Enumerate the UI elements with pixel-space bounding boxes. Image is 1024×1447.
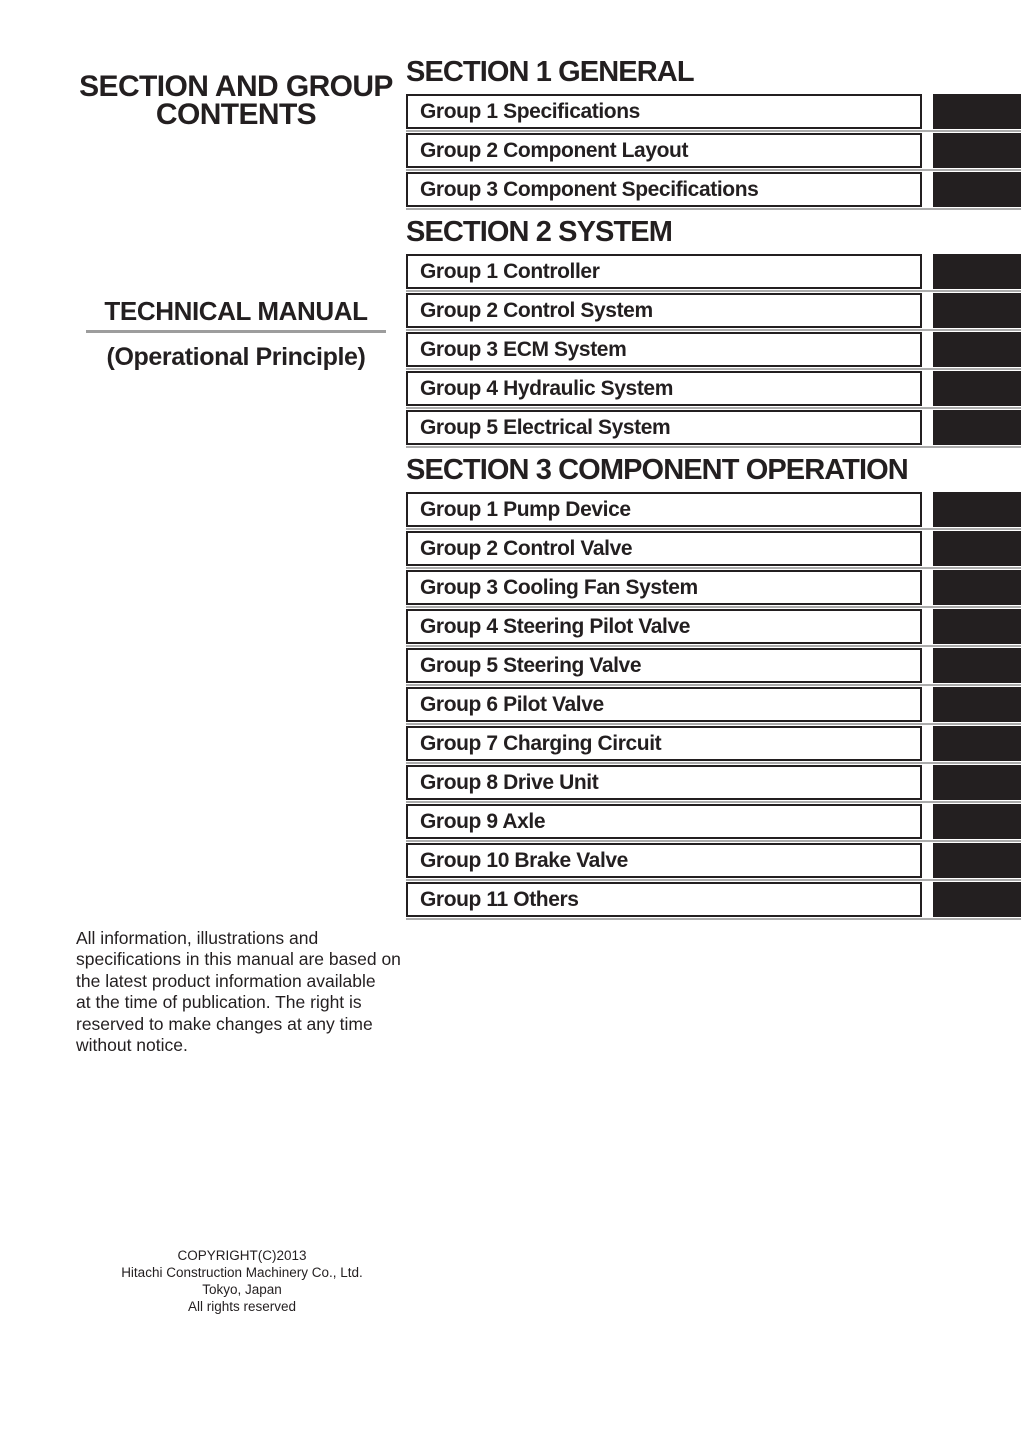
group-label: Group 5 Electrical System bbox=[420, 415, 671, 439]
group-label: Group 3 Cooling Fan System bbox=[420, 575, 698, 599]
copyright-line: All rights reserved bbox=[187, 1298, 297, 1314]
group-rows bbox=[406, 94, 1021, 207]
group-row bbox=[406, 293, 1021, 328]
thumb-tab-marker bbox=[933, 94, 1021, 129]
group-cell bbox=[406, 133, 922, 168]
group-row bbox=[406, 843, 1021, 878]
toc-section bbox=[406, 58, 1021, 207]
group-cell bbox=[406, 371, 922, 406]
group-row bbox=[406, 133, 1021, 168]
group-label: Group 3 Component Specifications bbox=[420, 177, 759, 201]
group-cell bbox=[406, 254, 922, 289]
group-cell bbox=[406, 882, 922, 917]
manual-title: TECHNICAL MANUAL bbox=[104, 295, 368, 326]
group-label: Group 5 Steering Valve bbox=[420, 653, 642, 677]
group-label: Group 2 Control System bbox=[420, 298, 653, 322]
group-cell bbox=[406, 410, 922, 445]
thumb-tab-marker bbox=[933, 531, 1021, 566]
group-label: Group 1 Pump Device bbox=[420, 497, 631, 521]
disclaimer-line: at the time of publication. The right is bbox=[76, 992, 362, 1013]
group-row bbox=[406, 410, 1021, 445]
copyright-line: Tokyo, Japan bbox=[202, 1281, 282, 1297]
group-row bbox=[406, 172, 1021, 207]
group-cell bbox=[406, 609, 922, 644]
thumb-tab-marker bbox=[933, 492, 1021, 527]
disclaimer-line: reserved to make changes at any time bbox=[76, 1013, 373, 1034]
group-label: Group 7 Charging Circuit bbox=[420, 731, 662, 755]
sections-list bbox=[406, 0, 1021, 1447]
thumb-tab-marker bbox=[933, 843, 1021, 878]
thumb-tab-marker bbox=[933, 254, 1021, 289]
copyright-line: COPYRIGHT(C)2013 bbox=[177, 1247, 307, 1263]
group-cell bbox=[406, 648, 922, 683]
group-row bbox=[406, 531, 1021, 566]
thumb-tab-marker bbox=[933, 648, 1021, 683]
disclaimer-line: the latest product information available bbox=[76, 970, 376, 991]
group-cell bbox=[406, 726, 922, 761]
group-cell bbox=[406, 293, 922, 328]
group-row bbox=[406, 804, 1021, 839]
group-label: Group 4 Hydraulic System bbox=[420, 376, 673, 400]
group-row bbox=[406, 332, 1021, 367]
thumb-tab-marker bbox=[933, 410, 1021, 445]
thumb-tab-marker bbox=[933, 804, 1021, 839]
group-cell bbox=[406, 492, 922, 527]
group-label: Group 1 Specifications bbox=[420, 99, 640, 123]
section-title: SECTION 2 SYSTEM bbox=[406, 216, 672, 248]
group-cell bbox=[406, 172, 922, 207]
group-cell bbox=[406, 332, 922, 367]
group-row bbox=[406, 254, 1021, 289]
group-row bbox=[406, 94, 1021, 129]
divider-rule bbox=[86, 330, 386, 333]
group-label: Group 2 Control Valve bbox=[420, 536, 633, 560]
disclaimer-text bbox=[66, 928, 406, 1057]
group-label: Group 8 Drive Unit bbox=[420, 770, 599, 794]
manual-subtitle: (Operational Principle) bbox=[106, 342, 366, 371]
copyright-line: Hitachi Construction Machinery Co., Ltd. bbox=[121, 1264, 363, 1280]
disclaimer-line: specifications in this manual are based on bbox=[76, 949, 401, 970]
group-rows bbox=[406, 492, 1021, 917]
section-title: SECTION 1 GENERAL bbox=[406, 56, 694, 88]
group-row bbox=[406, 570, 1021, 605]
group-cell bbox=[406, 687, 922, 722]
group-row bbox=[406, 726, 1021, 761]
group-cell bbox=[406, 94, 922, 129]
thumb-tab-marker bbox=[933, 293, 1021, 328]
group-cell bbox=[406, 804, 922, 839]
group-label: Group 10 Brake Valve bbox=[420, 848, 628, 872]
group-label: Group 3 ECM System bbox=[420, 337, 627, 361]
thumb-tab-marker bbox=[933, 172, 1021, 207]
left-column bbox=[66, 0, 406, 1447]
group-row bbox=[406, 492, 1021, 527]
group-row bbox=[406, 882, 1021, 917]
group-label: Group 1 Controller bbox=[420, 259, 600, 283]
group-label: Group 2 Component Layout bbox=[420, 138, 689, 162]
group-cell bbox=[406, 843, 922, 878]
group-label: Group 9 Axle bbox=[420, 809, 546, 833]
group-cell bbox=[406, 570, 922, 605]
thumb-tab-marker bbox=[933, 765, 1021, 800]
thumb-tab-marker bbox=[933, 133, 1021, 168]
thumb-tab-marker bbox=[933, 371, 1021, 406]
group-label: Group 4 Steering Pilot Valve bbox=[420, 614, 691, 638]
group-row bbox=[406, 687, 1021, 722]
thumb-tab-marker bbox=[933, 609, 1021, 644]
thumb-tab-marker bbox=[933, 882, 1021, 917]
group-cell bbox=[406, 531, 922, 566]
toc-section bbox=[406, 218, 1021, 445]
thumb-tab-marker bbox=[933, 332, 1021, 367]
copyright-text bbox=[66, 1247, 406, 1315]
group-label: Group 6 Pilot Valve bbox=[420, 692, 604, 716]
thumb-tab-marker bbox=[933, 687, 1021, 722]
thumb-tab-marker bbox=[933, 726, 1021, 761]
contents-title: SECTION AND GROUP CONTENTS bbox=[79, 70, 393, 131]
disclaimer-line: All information, illustrations and bbox=[76, 927, 319, 948]
group-row bbox=[406, 765, 1021, 800]
thumb-tab-marker bbox=[933, 570, 1021, 605]
section-title: SECTION 3 COMPONENT OPERATION bbox=[406, 454, 908, 486]
group-rows bbox=[406, 254, 1021, 445]
group-row bbox=[406, 648, 1021, 683]
manual-title-block bbox=[66, 295, 406, 371]
group-row bbox=[406, 371, 1021, 406]
disclaimer-line: without notice. bbox=[76, 1035, 188, 1056]
group-row bbox=[406, 609, 1021, 644]
toc-section bbox=[406, 456, 1021, 917]
group-label: Group 11 Others bbox=[420, 887, 579, 911]
group-cell bbox=[406, 765, 922, 800]
